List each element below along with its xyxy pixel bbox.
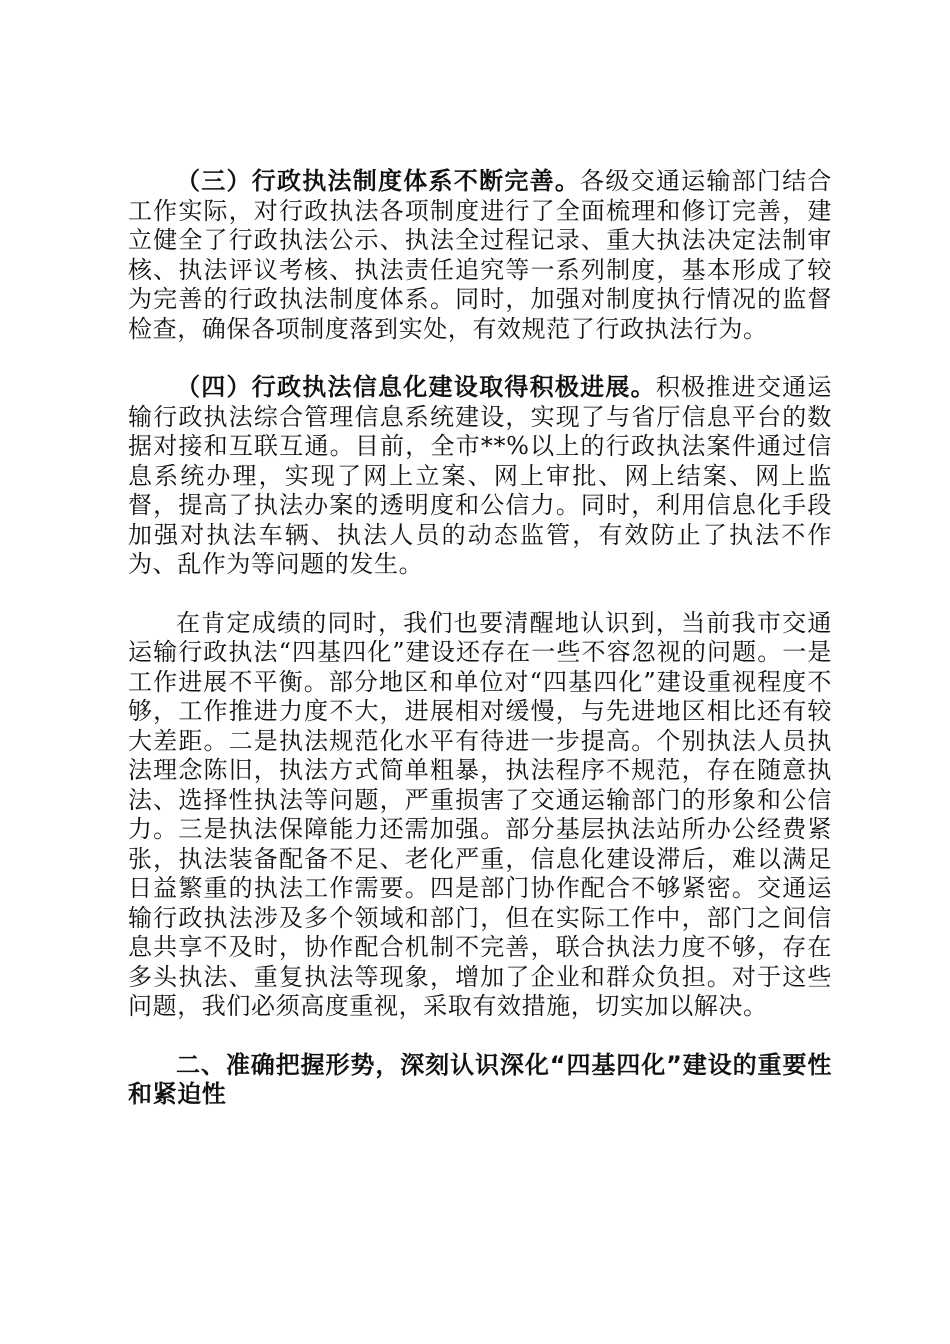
paragraph-text: 各级交通运输部门结合工作实际，对行政执法各项制度进行了全面梳理和修订完善，建立健全了行政执法公示、执法全过程记录、重大执法决定法制审核、执法评议考核、执法责任追究等一系列制度，基本形成了较为完善的行政执法制度体系。同时，加强对制度执行情况的监督检查，确保各项制度落到实处，有效规范了行政执法行为。	[128, 167, 832, 343]
section-heading: 二、准确把握形势，深刻认识深化“四基四化”建设的重要性和紧迫性	[128, 1050, 832, 1108]
paragraph-lead-heading: （三）行政执法制度体系不断完善。	[176, 167, 581, 195]
paragraph-enforcement-system	[128, 167, 832, 344]
paragraph-text: 积极推进交通运输行政执法综合管理信息系统建设，实现了与省厅信息平台的数据对接和互联互通。目前，全市**%以上的行政执法案件通过信息系统办理，实现了网上立案、网上审批、网上结案、网上监督，提高了执法办案的透明度和公信力。同时，利用信息化手段加强对执法车辆、执法人员的动态监管，有效防止了执法不作为、乱作为等问题的发生。	[128, 373, 832, 578]
paragraph-lead-heading: （四）行政执法信息化建设取得积极进展。	[176, 373, 656, 401]
paragraph-text: 在肯定成绩的同时，我们也要清醒地认识到，当前我市交通运输行政执法“四基四化”建设还存在一些不容忽视的问题。一是工作进展不平衡。部分地区和单位对“四基四化”建设重视程度不够，工作推进力度不大，进展相对缓慢，与先进地区相比还有较大差距。二是执法规范化水平有待进一步提高。个别执法人员执法理念陈旧，执法方式简单粗暴，执法程序不规范，存在随意执法、选择性执法等问题，严重损害了交通运输部门的形象和公信力。三是执法保障能力还需加强。部分基层执法站所办公经费紧张，执法装备配备不足、老化严重，信息化建设滞后，难以满足日益繁重的执法工作需要。四是部门协作配合不够紧密。交通运输行政执法涉及多个领域和部门，但在实际工作中，部门之间信息共享不及时，协作配合机制不完善，联合执法力度不够，存在多头执法、重复执法等现象，增加了企业和群众负担。对于这些问题，我们必须高度重视，采取有效措施，切实加以解决。	[128, 608, 832, 1020]
paragraph-problems	[128, 609, 832, 1022]
paragraph-informatization	[128, 373, 832, 580]
document-body	[128, 167, 832, 1110]
